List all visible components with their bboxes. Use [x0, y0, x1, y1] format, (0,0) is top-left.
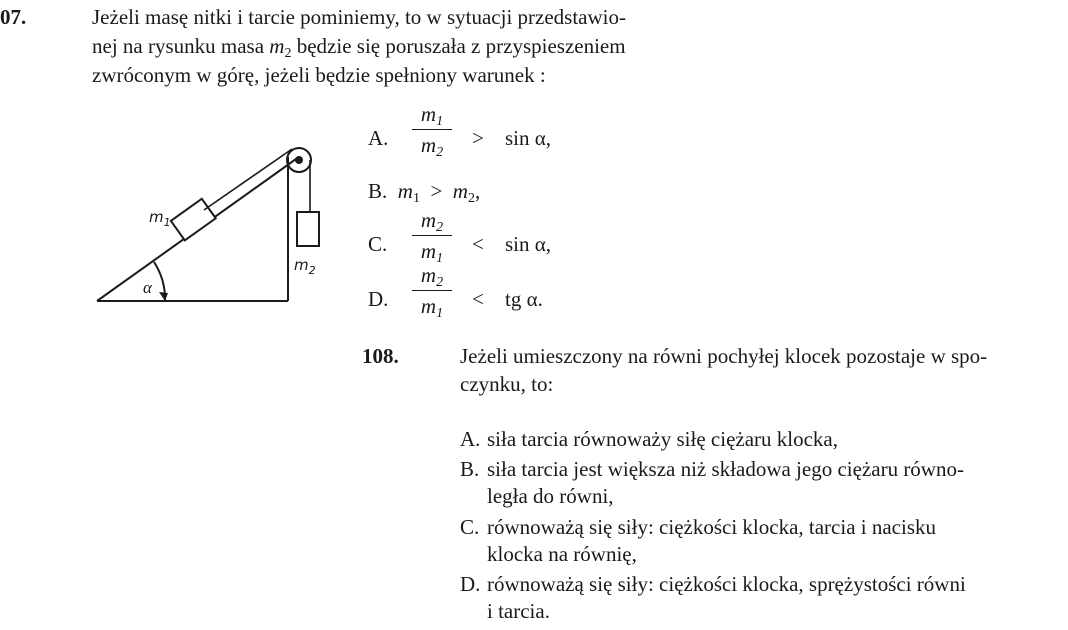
q108-option-a-letter: A. [460, 427, 481, 451]
q108-number: 108. [362, 344, 399, 368]
block-m1 [171, 199, 216, 241]
q108-option-d-line-2: i tarcia. [487, 599, 550, 623]
block-m2 [297, 212, 319, 246]
q107-option-a-letter: A. [368, 126, 389, 150]
q107-number: 07. [0, 5, 27, 29]
label-m2: $m_2$ [294, 256, 316, 277]
q108-option-d-line-1: równoważą się siły: ciężkości klocka, sprężystości równi [487, 572, 966, 596]
q107-option-d-rhs: tg α. [505, 287, 543, 311]
q107-option-a-rhs: sin α, [505, 126, 552, 150]
q107-option-a-fraction: $m_1$ $m_2$ [412, 102, 452, 157]
q108-line-1: Jeżeli umieszczony na równi pochyłej klocek pozostaje w spo- [460, 344, 988, 368]
q107-line-1: Jeżeli masę nitki i tarcie pominiemy, to w sytuacji przedstawio- [92, 5, 626, 29]
q108-option-c-letter: C. [460, 515, 480, 539]
q107-option-c-relation: < [472, 232, 484, 256]
q107-option-d-letter: D. [368, 287, 389, 311]
pulley-axle [295, 156, 303, 164]
string-incline [204, 149, 292, 210]
q107-option-d-fraction: $m_2$ $m_1$ [412, 263, 452, 318]
q108-option-c-line-2: klocka na równię, [487, 542, 637, 566]
q108-option-b-letter: B. [460, 457, 480, 481]
q108-option-c-line-1: równoważą się siły: ciężkości klocka, tarcia i nacisku [487, 515, 936, 539]
q107-option-c-fraction: $m_2$ $m_1$ [412, 208, 452, 263]
q107-line-3: zwróconym w górę, jeżeli będzie spełniony warunek : [92, 63, 546, 87]
label-alpha: α [143, 278, 152, 297]
q107-option-a-relation: > [472, 126, 484, 150]
q108-option-b-line-1: siła tarcia jest większa niż składowa jego ciężaru równo- [487, 457, 964, 481]
q108-option-d-letter: D. [460, 572, 481, 596]
q107-option-c-rhs: sin α, [505, 232, 552, 256]
q107-option-d-relation: < [472, 287, 484, 311]
incline-pulley-figure [96, 142, 328, 304]
q108-line-2: czynku, to: [460, 372, 554, 396]
q108-option-a-line-1: siła tarcia równoważy siłę ciężaru klocka, [487, 427, 839, 451]
q108-option-b-line-2: legła do równi, [487, 484, 614, 508]
angle-arrow-icon [159, 292, 168, 301]
q107-option-b: B. $m_1 > m_2$, [368, 179, 481, 206]
q107-option-c-letter: C. [368, 232, 388, 256]
label-m1: $m_1$ [149, 208, 171, 229]
q107-line-2: nej na rysunku masa $m_2$ będzie się poruszała z przyspieszeniem [92, 34, 626, 61]
